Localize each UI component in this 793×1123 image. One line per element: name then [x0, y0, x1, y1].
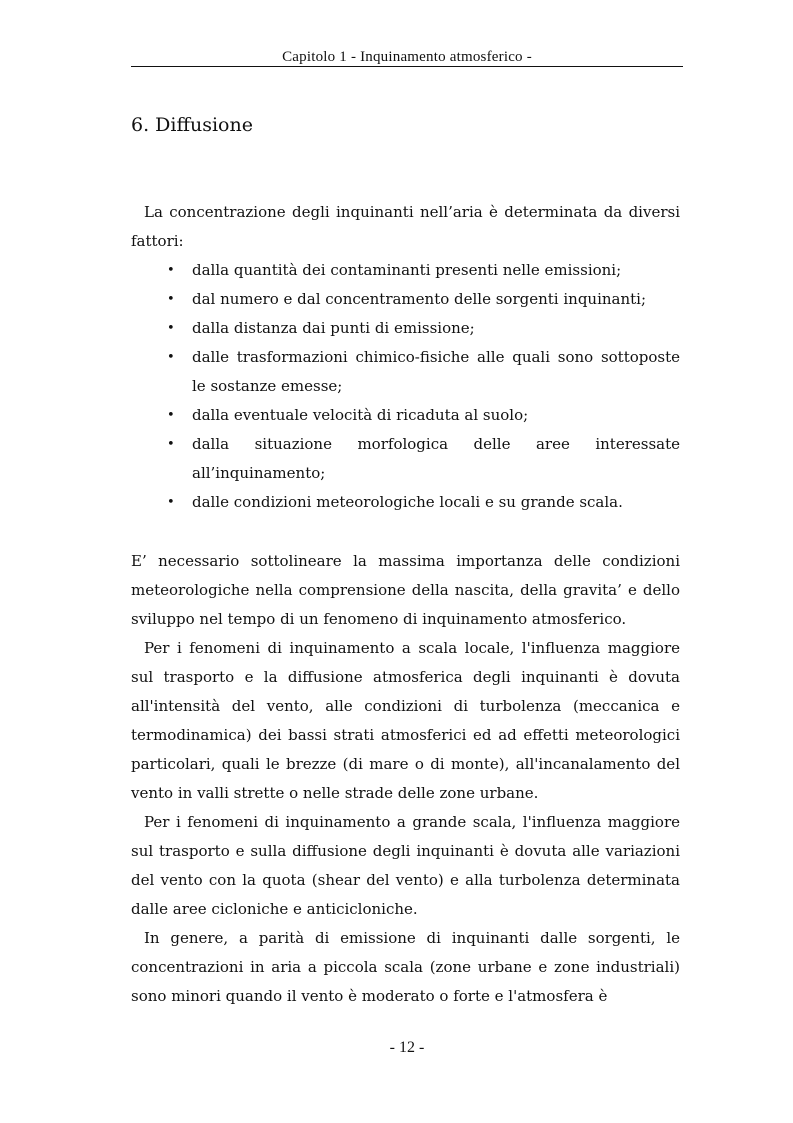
- intro-paragraph: La concentrazione degli inquinanti nell’aria è determinata da diversi fattori:: [131, 203, 680, 250]
- list-item-text: dalle condizioni meteorologiche locali e su grande scala.: [192, 493, 623, 511]
- bullet-icon: •: [167, 350, 175, 365]
- list-item: [131, 285, 680, 314]
- bullet-icon: •: [167, 321, 175, 336]
- page-number: - 12 -: [389, 1039, 425, 1056]
- body-paragraph: E’ necessario sottolineare la massima importanza delle condizioni meteorologiche nella comprensione della nascita, della gravita’ e dello sviluppo nel tempo di un fenomeno di inquinamento atmosferico.: [131, 552, 680, 628]
- bullet-icon: •: [167, 292, 175, 307]
- header-rule: [131, 66, 683, 67]
- list-item: [131, 256, 680, 285]
- spacer: [131, 517, 680, 547]
- list-item-text: dalla quantità dei contaminanti presenti nelle emissioni;: [192, 261, 622, 279]
- list-item: [131, 401, 680, 430]
- page-body: [131, 198, 680, 1011]
- section-title: 6. Diffusione: [131, 114, 253, 136]
- list-item-text: dalla situazione morfologica delle aree interessate all’inquinamento;: [192, 435, 680, 482]
- list-item-text: dalle trasformazioni chimico-fisiche alle quali sono sottoposte le sostanze emesse;: [192, 348, 680, 395]
- body-paragraph: Per i fenomeni di inquinamento a scala locale, l'influenza maggiore sul trasporto e la diffusione atmosferica degli inquinanti è dovuta all'intensità del vento, alle condizioni di turbolenza (meccanica e termodinamica) dei bassi strati atmosferici ed ad effetti meteorologici particolari, quali le brezze (di mare o di monte), all'incanalamento del vento in valli strette o nelle strade delle zone urbane.: [131, 639, 680, 802]
- list-item: [131, 430, 680, 488]
- body-paragraph: In genere, a parità di emissione di inquinanti dalle sorgenti, le concentrazioni in aria a piccola scala (zone urbane e zone industriali) sono minori quando il vento è moderato o forte e l'atmosfera è: [131, 929, 680, 1005]
- factor-list: [131, 256, 680, 517]
- bullet-icon: •: [167, 437, 175, 452]
- list-item: [131, 314, 680, 343]
- body-paragraph: Per i fenomeni di inquinamento a grande scala, l'influenza maggiore sul trasporto e sulla diffusione degli inquinanti è dovuta alle variazioni del vento con la quota (shear del vento) e alla turbolenza determinata dalle aree cicloniche e anticicloniche.: [131, 813, 680, 918]
- list-item: [131, 488, 680, 517]
- bullet-icon: •: [167, 263, 175, 278]
- list-item-text: dal numero e dal concentramento delle sorgenti inquinanti;: [192, 290, 647, 308]
- bullet-icon: •: [167, 408, 175, 423]
- list-item-text: dalla distanza dai punti di emissione;: [192, 319, 475, 337]
- list-item: [131, 343, 680, 401]
- bullet-icon: •: [167, 495, 175, 510]
- running-header: Capitolo 1 - Inquinamento atmosferico -: [282, 49, 532, 65]
- list-item-text: dalla eventuale velocità di ricaduta al suolo;: [192, 406, 529, 424]
